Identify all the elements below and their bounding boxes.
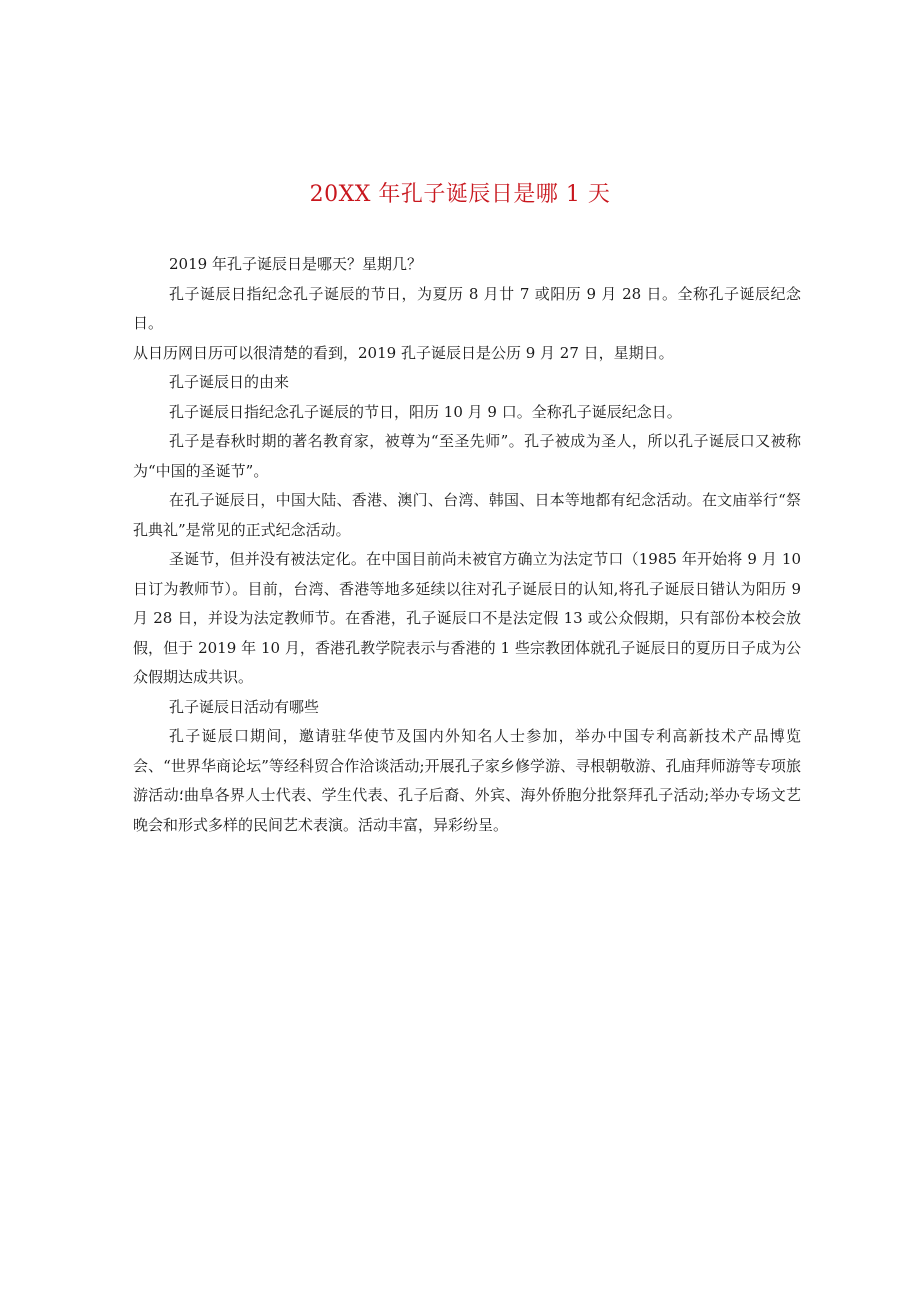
section-heading-origin: 孔子诞辰日的由来 [169, 373, 290, 391]
document-body [133, 250, 801, 840]
paragraph-confucius-educator: 孔子是春秋时期的著名教育家，被尊为“至圣先师”。孔子被成为圣人，所以孔子诞辰口又被称为“中国的圣诞节”。 [133, 432, 801, 480]
section-heading-activities: 孔子诞辰日活动有哪些 [169, 697, 320, 716]
paragraph-definition: 孔子诞辰日指纪念孔子诞辰的节日，为夏历 8 月廿 7 或阳历 9 月 28 日。全称孔子诞辰纪念日。 [133, 284, 801, 332]
document-title: 20XX 年孔子诞辰日是哪 1 天 [309, 182, 611, 207]
paragraph-legal-status: 圣诞节，但并没有被法定化。在中国目前尚未被官方确立为法定节口（1985 年开始将 9 月 10 日订为教师节）。目前，台湾、香港等地多延续以往对孔子诞辰日的认知,将孔子诞辰日错认为阳历 9 月 28 日，并设为法定教师节。在香港，孔子诞辰口不是法定假 13 或公众假期，只有部份本校会放假，但于 2019 年 10 月，香港孔教学院表示与香港的 1 些宗教团体就孔子诞辰日的夏历日子成为公众假期达成共识。 [133, 550, 801, 686]
paragraph-commemoration: 在孔子诞辰日，中国大陆、香港、澳门、台湾、韩国、日本等地都有纪念活动。在文庙举行“祭孔典礼”是常见的正式纪念活动。 [133, 491, 801, 539]
paragraph-calendar: 从日历网日历可以很清楚的看到，2019 孔子诞辰日是公历 9 月 27 日，星期日。 [133, 343, 674, 362]
paragraph-question: 2019 年孔子诞辰日是哪天？星期几？ [169, 255, 422, 273]
paragraph-origin-definition: 孔子诞辰日指纪念孔子诞辰的节日，阳历 10 月 9 口。全称孔子诞辰纪念日。 [169, 402, 682, 421]
paragraph-activities: 孔子诞辰口期间，邀请驻华使节及国内外知名人士参加，举办中国专利高新技术产品博览会、“世界华商论坛”等经科贸合作洽谈活动;开展孔子家乡修学游、寻根朝敬游、孔庙拜师游等专项旅游活动؛曲阜各界人士代表、学生代表、孔子后裔、外宾、海外侨胞分批祭拜孔子活动;举办专场文艺晚会和形式多样的民间艺术表演。活动丰富，异彩纷呈。 [133, 727, 801, 834]
